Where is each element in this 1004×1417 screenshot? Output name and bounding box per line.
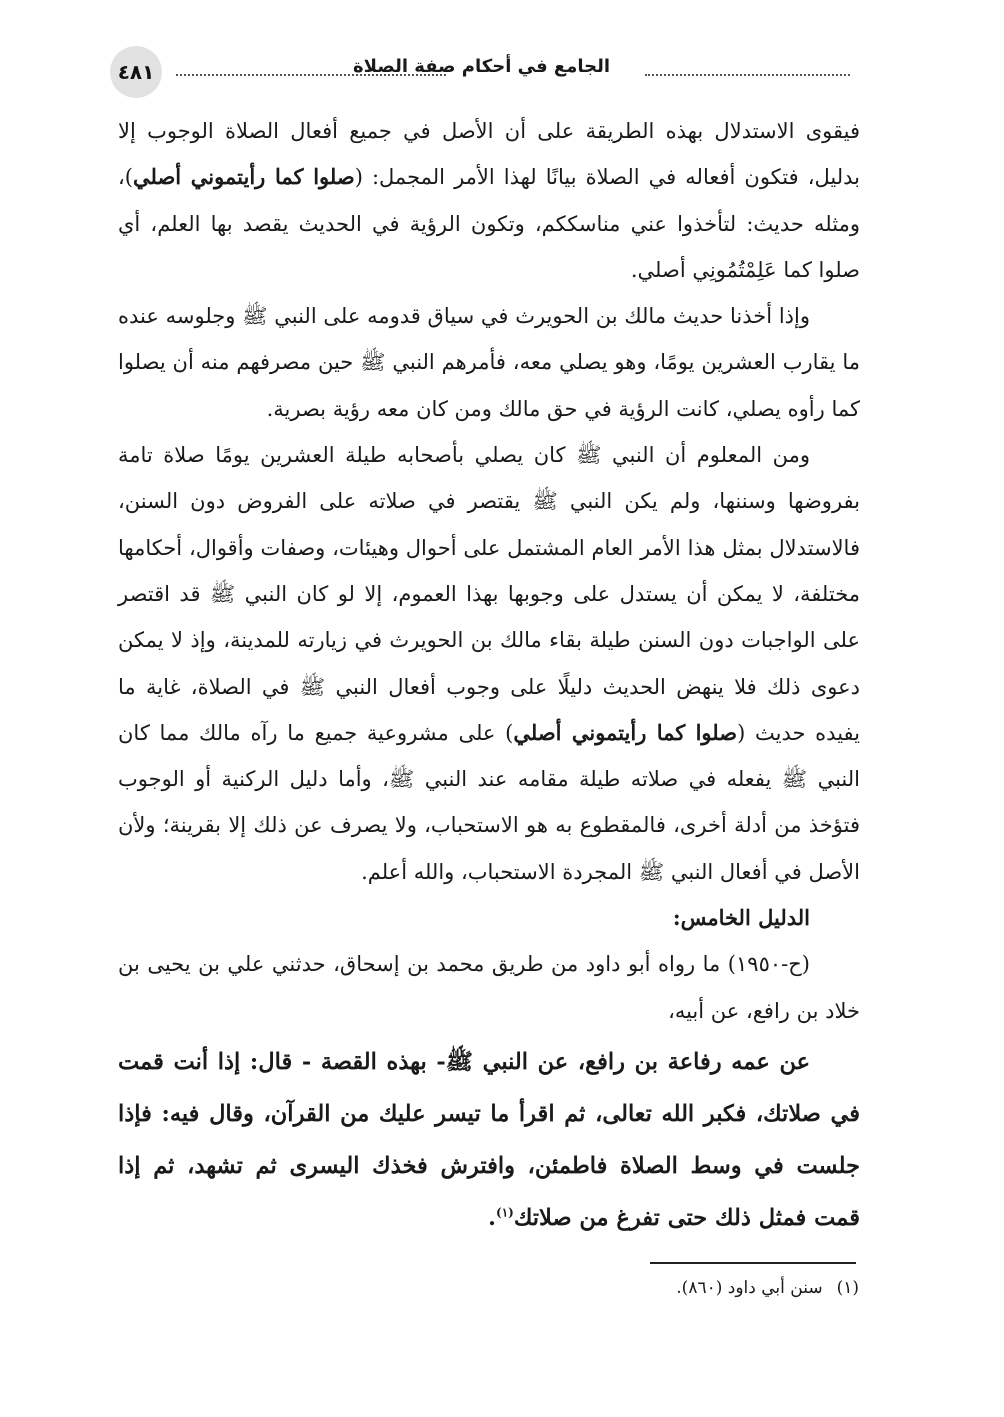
hadith-end-punct: .	[488, 1204, 496, 1231]
footnote-marker: (١)	[836, 1278, 859, 1298]
paragraph-1-text-b: )، ومثله حديث: لتأخذوا عني مناسككم، وتكون الرؤية في الحديث يقصد بها العلم، أي صلوا كما عَلِمْتُمُونِي أصلي.	[118, 165, 860, 282]
footnote-text: سنن أبي داود (٨٦٠).	[676, 1278, 823, 1298]
page-number: ٤٨١	[110, 46, 162, 98]
paragraph-2: وإذا أخذنا حديث مالك بن الحويرث في سياق قدومه على النبي ﷺ وجلوسه عنده ما يقارب العشرين يومًا، وهو يصلي معه، فأمرهم النبي ﷺ حين مصرفهم منه أن يصلوا كما رأوه يصلي، كانت الرؤية في حق مالك ومن كان معه رؤية بصرية.	[118, 304, 860, 421]
running-title: الجامع في أحكام صفة الصلاة	[353, 56, 610, 77]
paragraph-3-text-b: ) على مشروعية جميع ما رآه مالك مما كان النبي ﷺ يفعله في صلاته طيلة مقامه عند النبي ﷺ، وأما دليل الركنية أو الوجوب فتؤخذ من أدلة أخرى، فالمقطوع به هو الاستحباب، ولا يصرف عن ذلك إلا بقرينة؛ ولأن الأصل في أفعال النبي ﷺ المجردة الاستحباب، والله أعلم.	[118, 720, 860, 884]
hadith-quote-inline: صلوا كما رأيتموني أصلي	[132, 164, 355, 190]
page-header	[110, 46, 850, 104]
main-text	[118, 108, 860, 1244]
section-heading: الدليل الخامس:	[672, 905, 810, 931]
isnad-paragraph: (ح-١٩٥٠) ما رواه أبو داود من طريق محمد بن إسحاق، حدثني علي بن يحيى بن خلاد بن رافع، عن أبيه،	[118, 952, 860, 1023]
paragraph-3	[118, 432, 860, 895]
paragraph-3-text-a: ومن المعلوم أن النبي ﷺ كان يصلي بأصحابه طيلة العشرين يومًا صلاة تامة بفروضها وسننها، ولم يكن النبي ﷺ يقتصر في صلاته على الفروض دون السنن، فالاستدلال بمثل هذا الأمر العام المشتمل على أحوال وهيئات، وصفات وأقوال، أحكامها مختلفة، لا يمكن أن يستدل على وجوبها بهذا العموم، إلا لو كان النبي ﷺ قد اقتصر على الواجبات دون السنن طيلة بقاء مالك بن الحويرث في زيارته للمدينة، وإذ لا يمكن دعوى ذلك فلا ينهض الحديث دليلًا على وجوب أفعال النبي ﷺ في الصلاة، غاية ما يفيده حديث (	[118, 443, 860, 745]
hadith-body: عن عمه رفاعة بن رافع، عن النبي ﷺ- بهذه القصة - قال: إذا أنت قمت في صلاتك، فكبر الله تعالى، ثم اقرأ ما تيسر عليك من القرآن، وقال فيه: فإذا جلست في وسط الصلاة فاطمئن، وافترش فخذك اليسرى ثم تشهد، ثم إذا قمت فمثل ذلك حتى تفرغ من صلاتك	[118, 1048, 860, 1231]
footnote-reference[interactable]: (١)	[496, 1205, 514, 1220]
header-dotted-rule-right	[645, 74, 850, 76]
hadith-text	[118, 1036, 860, 1244]
footnote-separator	[650, 1262, 856, 1264]
footnote	[676, 1278, 859, 1298]
hadith-quote-inline: صلوا كما رأيتموني أصلي	[513, 719, 738, 745]
paragraph-1	[118, 108, 860, 293]
paragraph-1-text-a: فيقوى الاستدلال بهذه الطريقة على أن الأصل في جميع أفعال الصلاة الوجوب إلا بدليل، فتكون أفعاله في الصلاة بيانًا لهذا الأمر المجمل: (	[118, 119, 860, 190]
